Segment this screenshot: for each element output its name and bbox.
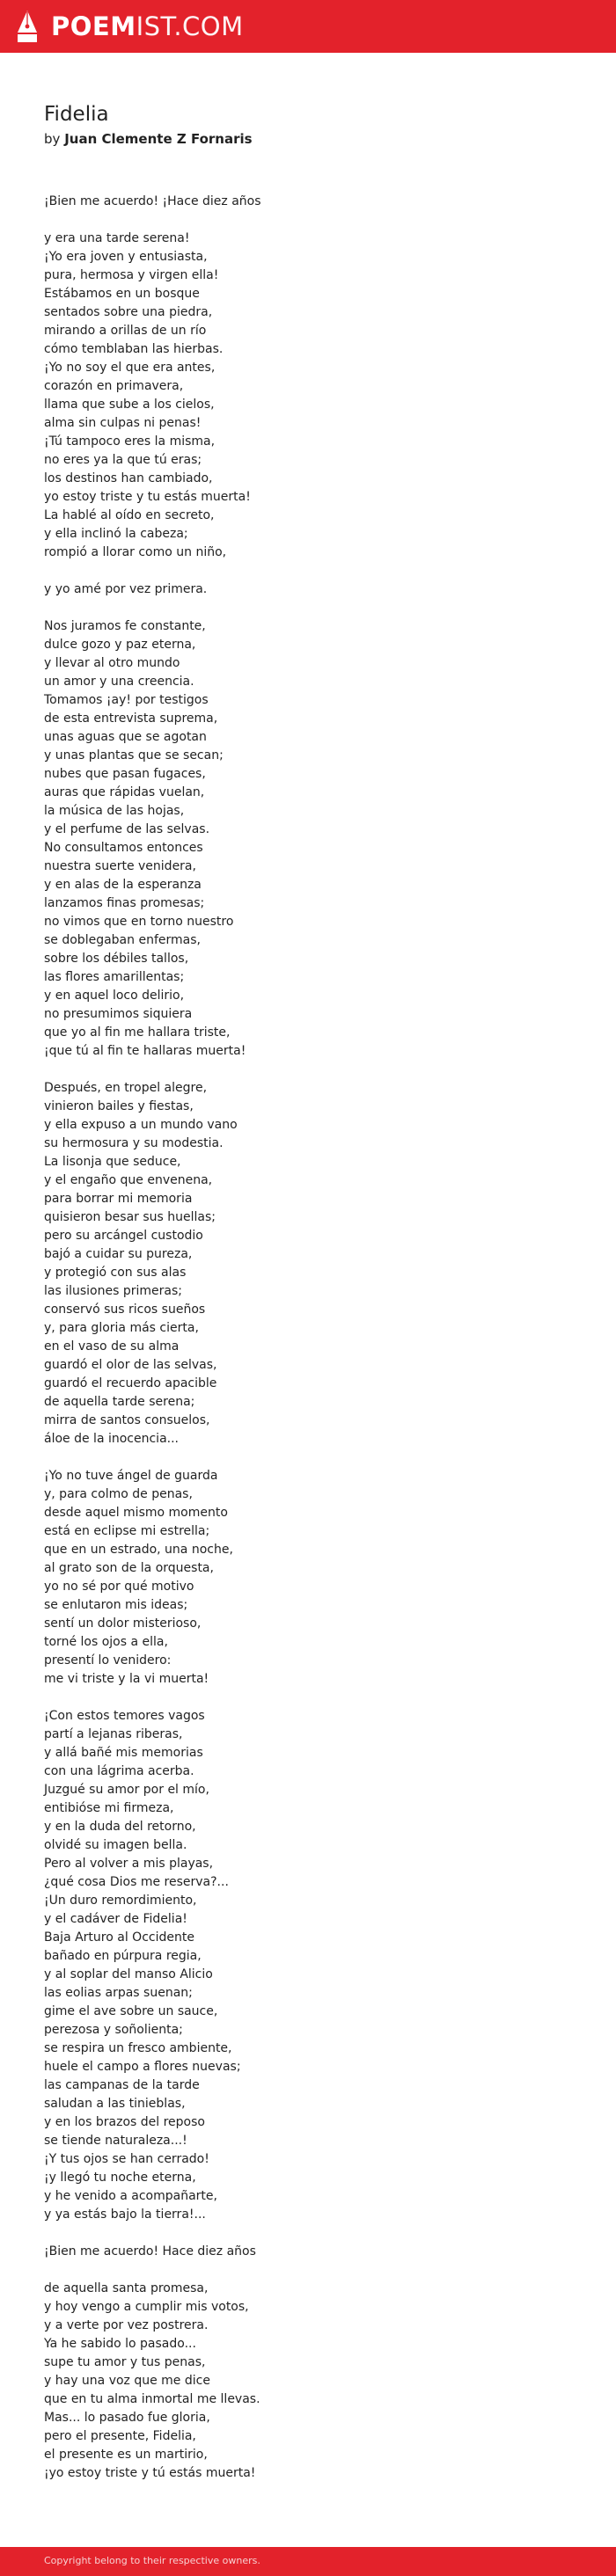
poem-stanza xyxy=(44,2280,590,2483)
poem-line: y hay una voz que me dice xyxy=(44,2374,210,2388)
poem-line: pero el presente, Fidelia, xyxy=(44,2429,196,2443)
poem-line: Juzgué su amor por el mío, xyxy=(44,1783,209,1797)
poem-line: Nos juramos fe constante, xyxy=(44,619,206,633)
stanza-gap xyxy=(44,1689,590,1707)
poem-line: no presumimos siquiera xyxy=(44,1007,193,1021)
poem-line: conservó sus ricos sueños xyxy=(44,1303,206,1317)
logo-text-bold: POEM xyxy=(51,11,136,41)
poem-line: se respira un fresco ambiente, xyxy=(44,2041,232,2055)
stanza-gap xyxy=(44,211,590,230)
poem-line: y en alas de la esperanza xyxy=(44,878,202,892)
poem-line: que en tu alma inmortal me llevas. xyxy=(44,2392,260,2406)
poem-stanza xyxy=(44,580,590,599)
poem-line: y ya estás bajo la tierra!... xyxy=(44,2207,206,2222)
poem-line: alma sin culpas ni penas! xyxy=(44,416,202,430)
poem-line: con una lágrima acerba. xyxy=(44,1764,194,1778)
poem-line: y a verte por vez postrera. xyxy=(44,2318,209,2332)
poem-line: los destinos han cambiado, xyxy=(44,471,213,485)
poem-line: un amor y una creencia. xyxy=(44,675,194,689)
site-footer xyxy=(0,2547,616,2576)
poem-line: ¡Bien me acuerdo! ¡Hace diez años xyxy=(44,194,261,208)
poem-line: entibióse mi firmeza, xyxy=(44,1801,174,1815)
poem-line: y el perfume de las selvas. xyxy=(44,822,210,836)
poem-line: y he venido a acompañarte, xyxy=(44,2189,217,2203)
stanza-gap xyxy=(44,562,590,580)
logo-text-light: IST.COM xyxy=(136,11,244,41)
poem-line: ¡que tú al fin te hallaras muerta! xyxy=(44,1044,246,1058)
poem-line: se enlutaron mis ideas; xyxy=(44,1598,188,1612)
poem-line: nuestra suerte venidera, xyxy=(44,859,196,873)
poem-line: olvidé su imagen bella. xyxy=(44,1838,187,1852)
poem-line: quisieron besar sus huellas; xyxy=(44,1210,216,1224)
poem-line: bajó a cuidar su pureza, xyxy=(44,1247,193,1261)
poem-line: y el cadáver de Fidelia! xyxy=(44,1912,187,1926)
poem-line: y en la duda del retorno, xyxy=(44,1820,196,1834)
poem-line: ¡Bien me acuerdo! Hace diez años xyxy=(44,2244,256,2259)
poem-line: vinieron bailes y fiestas, xyxy=(44,1099,194,1113)
poem-line: mirando a orillas de un río xyxy=(44,324,207,338)
poem-line: mirra de santos consuelos, xyxy=(44,1413,210,1427)
poem-line: rompió a llorar como un niño, xyxy=(44,545,227,559)
poem-line: y, para colmo de penas, xyxy=(44,1487,193,1501)
poem-line: unas aguas que se agotan xyxy=(44,730,207,744)
poem-line: presentí lo venidero: xyxy=(44,1653,172,1667)
poem-line: saludan a las tinieblas, xyxy=(44,2097,186,2111)
poem-line: el presente es un martirio, xyxy=(44,2448,208,2462)
poem-line: nubes que pasan fugaces, xyxy=(44,767,206,781)
site-logo-link[interactable] xyxy=(51,11,244,41)
poem-line: yo no sé por qué motivo xyxy=(44,1580,194,1594)
by-label: by xyxy=(44,131,61,147)
poem-line: Ya he sabido lo pasado... xyxy=(44,2337,196,2351)
poem-line: partí a lejanas riberas, xyxy=(44,1727,183,1741)
stanza-gap xyxy=(44,1061,590,1079)
poem-line: ¿qué cosa Dios me reserva?... xyxy=(44,1875,229,1889)
poem-line: Después, en tropel alegre, xyxy=(44,1081,208,1095)
poem-line: llama que sube a los cielos, xyxy=(44,398,215,412)
poem-line: y en aquel loco delirio, xyxy=(44,989,185,1003)
poem-line: para borrar mi memoria xyxy=(44,1192,193,1206)
poem-line: Mas... lo pasado fue gloria, xyxy=(44,2411,210,2425)
poem-line: ¡Un duro remordimiento, xyxy=(44,1894,197,1908)
poem-line: La hablé al oído en secreto, xyxy=(44,508,215,522)
poem-stanza xyxy=(44,1079,590,1449)
poem-line: lanzamos finas promesas; xyxy=(44,896,205,910)
poem-line: de esta entrevista suprema, xyxy=(44,712,218,726)
poem-line: gime el ave sobre un sauce, xyxy=(44,2004,218,2018)
poem-line: y hoy vengo a cumplir mis votos, xyxy=(44,2300,249,2314)
poem-line: corazón en primavera, xyxy=(44,379,184,393)
poem-line: las ilusiones primeras; xyxy=(44,1284,182,1298)
stanza-gap xyxy=(44,2224,590,2243)
poem-line: auras que rápidas vuelan, xyxy=(44,785,205,799)
poem-line: áloe de la inocencia... xyxy=(44,1432,179,1446)
poem-line: que yo al fin me hallara triste, xyxy=(44,1025,231,1040)
poem-line: las eolias arpas suenan; xyxy=(44,1986,193,2000)
poem-line: sentados sobre una piedra, xyxy=(44,305,213,319)
poem-line: y ella inclinó la cabeza; xyxy=(44,527,188,541)
poem-line: y protegió con sus alas xyxy=(44,1266,187,1280)
poem-line: ¡Yo no tuve ángel de guarda xyxy=(44,1469,218,1483)
poem-line: bañado en púrpura regia, xyxy=(44,1949,202,1963)
poem-line: no eres ya la que tú eras; xyxy=(44,453,202,467)
poem-line: ¡y llegó tu noche eterna, xyxy=(44,2171,196,2185)
poem-line: y en los brazos del reposo xyxy=(44,2115,205,2129)
poem-line: su hermosura y su modestia. xyxy=(44,1136,224,1150)
poem-line: no vimos que en torno nuestro xyxy=(44,915,234,929)
poem-line: ¡Con estos temores vagos xyxy=(44,1709,205,1723)
poem-line: en el vaso de su alma xyxy=(44,1339,180,1354)
poem-body xyxy=(44,193,590,2483)
poem-stanza xyxy=(44,230,590,562)
poem-line: que en un estrado, una noche, xyxy=(44,1543,233,1557)
poem-stanza xyxy=(44,617,590,1061)
copyright-notice: Copyright belong to their respective owners. xyxy=(44,2555,260,2566)
pen-nib-logo-icon[interactable] xyxy=(16,9,39,44)
poem-line: y llevar al otro mundo xyxy=(44,656,180,670)
poem-line: guardó el recuerdo apacible xyxy=(44,1376,217,1390)
poem-stanza xyxy=(44,1467,590,1689)
poem-line: y al soplar del manso Alicio xyxy=(44,1967,213,1981)
poem-line: y allá bañé mis memorias xyxy=(44,1746,203,1760)
poem-stanza xyxy=(44,2243,590,2261)
poem-line: huele el campo a flores nuevas; xyxy=(44,2060,241,2074)
poem-line: Baja Arturo al Occidente xyxy=(44,1930,194,1945)
stanza-gap xyxy=(44,599,590,617)
poem-stanza xyxy=(44,193,590,211)
stanza-gap xyxy=(44,2261,590,2280)
poem-line: de aquella tarde serena; xyxy=(44,1395,195,1409)
poem-line: las campanas de la tarde xyxy=(44,2078,200,2092)
poem-line: desde aquel mismo momento xyxy=(44,1506,228,1520)
poem-title: Fidelia xyxy=(44,103,109,126)
poem-line: Pero al volver a mis playas, xyxy=(44,1857,214,1871)
poem-line: se doblegaban enfermas, xyxy=(44,933,201,947)
poem-line: La lisonja que seduce, xyxy=(44,1155,181,1169)
poem-line: de aquella santa promesa, xyxy=(44,2281,209,2295)
poem-line: se tiende naturaleza...! xyxy=(44,2134,187,2148)
poem-line: pero su arcángel custodio xyxy=(44,1229,203,1243)
poem-line: y ella expuso a un mundo vano xyxy=(44,1118,238,1132)
poem-line: y el engaño que envenena, xyxy=(44,1173,213,1187)
poem-line: Tomamos ¡ay! por testigos xyxy=(44,693,209,707)
poem-line: y, para gloria más cierta, xyxy=(44,1321,199,1335)
poem-line: guardó el olor de las selvas, xyxy=(44,1358,217,1372)
poem-line: al grato son de la orquesta, xyxy=(44,1561,214,1575)
poem-line: está en eclipse mi estrella; xyxy=(44,1524,210,1538)
poem-line: dulce gozo y paz eterna, xyxy=(44,638,196,652)
poem-line: y era una tarde serena! xyxy=(44,231,190,245)
stanza-gap xyxy=(44,1449,590,1467)
poem-line: ¡Yo era joven y entusiasta, xyxy=(44,250,208,264)
poem-line: la música de las hojas, xyxy=(44,804,185,818)
poem-line: sobre los débiles tallos, xyxy=(44,952,189,966)
poem-byline xyxy=(44,130,253,148)
poem-line: las flores amarillentas; xyxy=(44,970,185,984)
poem-line: y unas plantas que se secan; xyxy=(44,748,224,763)
poem-line: me vi triste y la vi muerta! xyxy=(44,1672,209,1686)
poem-stanza xyxy=(44,1707,590,2224)
poem-line: supe tu amor y tus penas, xyxy=(44,2355,206,2369)
poem-line: ¡Yo no soy el que era antes, xyxy=(44,361,216,375)
poem-line: ¡Tú tampoco eres la misma, xyxy=(44,434,216,449)
poem-line: No consultamos entonces xyxy=(44,841,203,855)
top-navigation-bar xyxy=(0,0,616,53)
poem-line: y yo amé por vez primera. xyxy=(44,582,208,596)
poem-line: pura, hermosa y virgen ella! xyxy=(44,268,219,282)
poem-line: ¡Y tus ojos se han cerrado! xyxy=(44,2152,209,2166)
poem-line: cómo temblaban las hierbas. xyxy=(44,342,224,356)
author-name-link[interactable]: Juan Clemente Z Fornaris xyxy=(64,131,253,147)
poem-line: sentí un dolor misterioso, xyxy=(44,1616,202,1631)
poem-line: torné los ojos a ella, xyxy=(44,1635,168,1649)
poem-line: Estábamos en un bosque xyxy=(44,287,200,301)
poem-line: ¡yo estoy triste y tú estás muerta! xyxy=(44,2466,256,2480)
poem-line: yo estoy triste y tu estás muerta! xyxy=(44,490,251,504)
poem-line: perezosa y soñolienta; xyxy=(44,2023,183,2037)
